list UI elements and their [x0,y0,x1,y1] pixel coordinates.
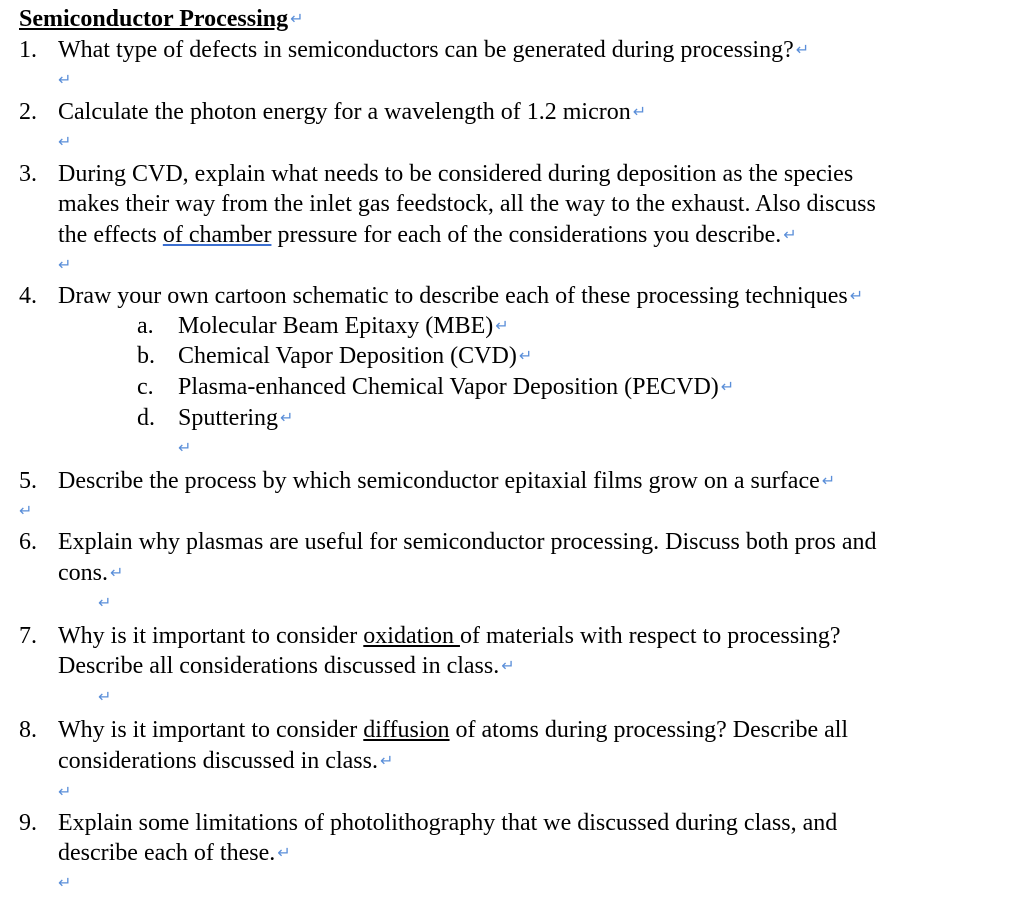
question-3-number: 3. [19,161,37,187]
paragraph-mark-icon: ↵ [58,255,72,274]
question-8-line-1-end: of atoms during processing? Describe all [449,717,849,743]
paragraph-mark-icon: ↵ [849,286,864,305]
sub-item-c-text: Plasma-enhanced Chemical Vapor Deposition (PECVD) [178,374,719,400]
paragraph-mark-icon: ↵ [379,751,394,770]
paragraph-mark-icon: ↵ [58,132,72,151]
question-3-line-3-start: the effects [58,222,163,248]
question-9-number: 9. [19,810,37,836]
question-6-line-2 [58,558,123,588]
paragraph-mark-icon: ↵ [720,377,735,396]
question-5 [58,466,835,496]
sub-item-c [178,372,734,402]
underlined-word-diffusion: diffusion [363,717,450,743]
paragraph-mark-icon: ↵ [98,687,112,706]
question-3-line-3-end: pressure for each of the considerations you describe. [271,222,782,248]
paragraph-mark-icon: ↵ [98,593,112,612]
paragraph-mark-icon: ↵ [19,501,33,520]
paragraph-mark-icon: ↵ [821,471,836,490]
paragraph-mark-icon: ↵ [783,225,797,244]
question-1-number: 1. [19,37,37,63]
paragraph-mark-icon: ↵ [501,656,515,675]
paragraph-mark-icon: ↵ [280,408,294,427]
underlined-word-oxidation: oxidation [363,623,460,649]
question-9-line-1: Explain some limitations of photolithography that we discussed during class, and [58,810,838,836]
underlined-phrase-chamber: of chamber [162,222,272,248]
paragraph-mark-icon: ↵ [277,843,291,862]
paragraph-mark-icon: ↵ [58,70,72,89]
document-title-line [19,4,304,34]
paragraph-mark-icon: ↵ [632,102,647,121]
question-6-number: 6. [19,529,37,555]
question-7-line-2-text: Describe all considerations discussed in class. [58,653,500,679]
question-7-number: 7. [19,623,37,649]
sub-item-b-label: b. [137,343,155,369]
question-4-number: 4. [19,283,37,309]
question-5-number: 5. [19,468,37,494]
paragraph-mark-icon: ↵ [518,346,533,365]
question-8-line-2-text: considerations discussed in class. [58,748,378,774]
question-9-line-2 [58,838,291,868]
question-7-line-1-start: Why is it important to consider [58,623,364,649]
sub-item-d-text: Sputtering [178,405,278,431]
question-8-number: 8. [19,717,37,743]
question-6-line-1: Explain why plasmas are useful for semiconductor processing. Discuss both pros and [58,529,877,555]
paragraph-mark-icon: ↵ [795,40,810,59]
question-2-number: 2. [19,99,37,125]
question-9-line-2-text: describe each of these. [58,840,276,866]
question-7-line-1 [58,621,841,651]
paragraph-mark-icon: ↵ [495,316,509,335]
sub-item-c-label: c. [137,374,154,400]
question-4 [58,281,863,311]
question-8-line-2 [58,746,393,776]
paragraph-mark-icon: ↵ [58,782,72,801]
question-5-text: Describe the process by which semiconductor epitaxial films grow on a surface [58,468,820,494]
sub-item-d-label: d. [137,405,155,431]
paragraph-mark-icon: ↵ [290,9,304,28]
question-4-text: Draw your own cartoon schematic to describe each of these processing techniques [58,283,848,309]
paragraph-mark-icon: ↵ [178,438,192,457]
sub-item-a-label: a. [137,313,154,339]
sub-item-b [178,341,532,371]
question-1 [58,35,809,65]
question-8-line-1-start: Why is it important to consider [58,717,364,743]
document-title: Semiconductor Processing [19,6,289,32]
sub-item-a-text: Molecular Beam Epitaxy (MBE) [178,313,494,339]
question-3-line-2: makes their way from the inlet gas feedstock, all the way to the exhaust. Also discuss [58,191,876,217]
sub-item-d [178,403,293,433]
question-2 [58,97,646,127]
question-2-text: Calculate the photon energy for a wavelength of 1.2 micron [58,99,631,125]
sub-item-b-text: Chemical Vapor Deposition (CVD) [178,343,517,369]
sub-item-a [178,311,509,341]
question-8-line-1 [58,715,848,745]
question-7-line-2 [58,651,515,681]
question-3-line-1: During CVD, explain what needs to be considered during deposition as the species [58,161,854,187]
paragraph-mark-icon: ↵ [58,873,72,892]
paragraph-mark-icon: ↵ [110,563,124,582]
question-1-text: What type of defects in semiconductors can be generated during processing? [58,37,794,63]
question-6-line-2-text: cons. [58,560,108,586]
question-3-line-3 [58,220,797,250]
question-7-line-1-end: of materials with respect to processing? [459,623,841,649]
